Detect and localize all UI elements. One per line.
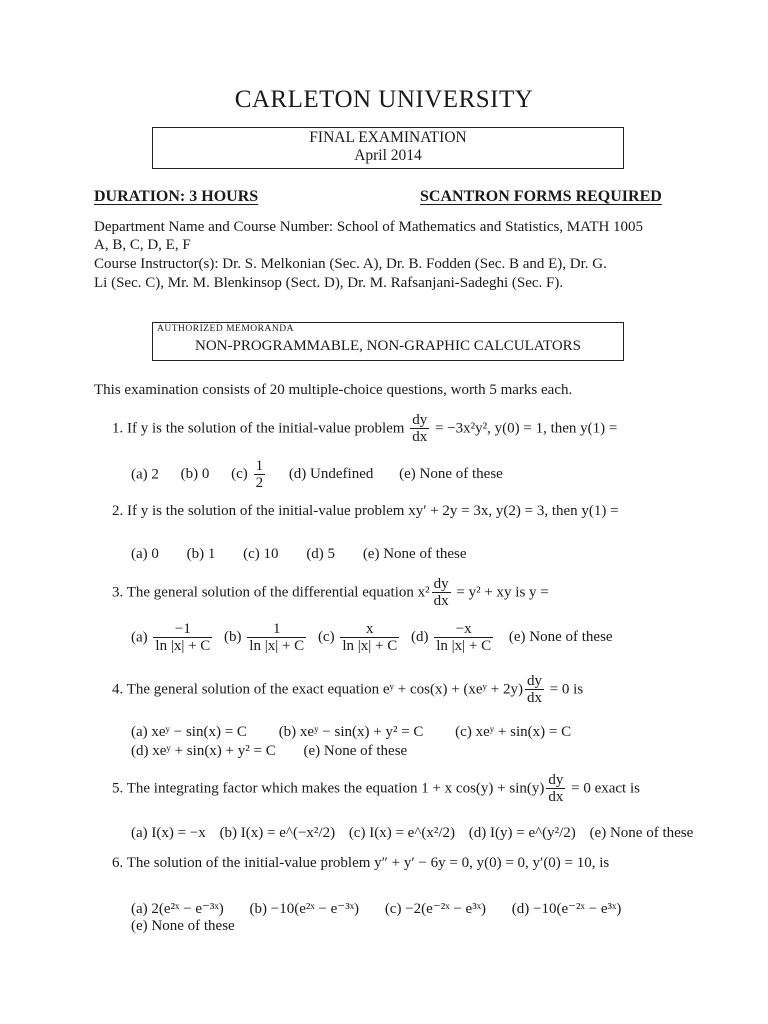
fraction-numerator: dy <box>433 576 449 592</box>
question-text: The integrating factor which makes the equation 1 + x cos(y) + sin(y) <box>126 780 545 797</box>
option-b: (b) −10(e²ˣ − e⁻³ˣ) <box>249 901 360 917</box>
university-title: CARLETON UNIVERSITY <box>234 86 534 113</box>
scantron-label: SCANTRON FORMS REQUIRED <box>420 188 662 205</box>
option-a: (a) 2(e²ˣ − e⁻³ˣ) <box>131 901 224 917</box>
fraction-denominator: ln |x| + C <box>249 638 305 654</box>
q4-options-row-2 <box>131 743 407 760</box>
option-e: (e) None of these <box>131 918 235 934</box>
fraction-denominator: dx <box>548 789 564 805</box>
q3-options <box>131 622 613 654</box>
option-d-fraction <box>434 622 493 654</box>
memoranda-text: NON-PROGRAMMABLE, NON-GRAPHIC CALCULATORS <box>194 338 581 354</box>
fraction-denominator: dx <box>412 429 428 445</box>
question-number: 3. <box>112 584 124 601</box>
memoranda-label: AUTHORIZED MEMORANDA <box>157 324 294 334</box>
question-text: If y is the solution of the initial-value problem <box>127 420 405 437</box>
question-tail: = 0 is <box>549 681 584 698</box>
option-e: (e) None of these <box>303 743 408 759</box>
question-text: The solution of the initial-value problem y″ + y′ − 6y = 0, y(0) = 0, y′(0) = 10, is <box>126 855 610 871</box>
exam-type: FINAL EXAMINATION <box>309 129 467 146</box>
question-text: The general solution of the exact equation eʸ + cos(x) + (xeʸ + 2y) <box>126 681 523 698</box>
duration-label: DURATION: 3 HOURS <box>94 188 259 205</box>
fraction-denominator: ln |x| + C <box>342 638 398 654</box>
option-e: (e) None of these <box>589 825 694 841</box>
q5-options <box>131 825 693 842</box>
exam-date: April 2014 <box>354 147 422 164</box>
question-tail: = −3x²y², y(0) = 1, then y(1) = <box>434 420 618 437</box>
fraction-numerator: dy <box>412 412 428 428</box>
option-b: (b) <box>224 629 242 646</box>
intro-text: This examination consists of 20 multiple-choice questions, worth 5 marks each. <box>94 382 573 398</box>
option-c-fraction <box>254 459 266 491</box>
option-c: (c) xeʸ + sin(x) = C <box>455 724 572 740</box>
fraction-denominator: 2 <box>255 475 264 491</box>
option-d: (d) −10(e⁻²ˣ − e³ˣ) <box>511 901 622 917</box>
fraction-dy-dx <box>432 577 451 609</box>
fraction-denominator: dx <box>526 690 542 706</box>
question-4 <box>112 674 583 706</box>
question-number: 5. <box>112 780 124 797</box>
q4-options-row-1 <box>131 724 571 741</box>
option-e: (e) None of these <box>362 546 467 562</box>
option-d: (d) I(y) = e^(y²/2) <box>468 825 576 841</box>
fraction-numerator: −x <box>455 621 472 637</box>
option-c: (c) 10 <box>243 546 279 562</box>
option-e: (e) None of these <box>399 466 503 483</box>
q6-options-row-2 <box>131 918 235 935</box>
fraction-numerator: 1 <box>255 458 264 474</box>
option-a: (a) 0 <box>131 546 159 562</box>
option-c: (c) I(x) = e^(x²/2) <box>348 825 456 841</box>
question-number: 6. <box>112 855 124 871</box>
option-b: (b) 1 <box>186 546 216 562</box>
option-d: (d) <box>410 629 429 646</box>
question-text: If y is the solution of the initial-value problem xy′ + 2y = 3x, y(2) = 3, then y(1) = <box>127 503 619 519</box>
fraction-dy-dx <box>410 413 429 445</box>
option-c: (c) <box>231 466 248 483</box>
option-a: (a) 2 <box>131 466 159 483</box>
option-b-fraction <box>247 622 306 654</box>
fraction-numerator: dy <box>526 673 542 689</box>
question-1 <box>112 413 617 445</box>
fraction-denominator: ln |x| + C <box>155 638 211 654</box>
question-number: 4. <box>112 681 124 698</box>
question-number: 2. <box>112 503 124 519</box>
option-b: (b) 0 <box>180 466 210 483</box>
question-number: 1. <box>112 420 124 437</box>
option-a: (a) xeʸ − sin(x) = C <box>131 724 247 740</box>
question-5 <box>112 773 640 805</box>
memoranda-box <box>152 322 624 361</box>
option-c-fraction <box>340 622 399 654</box>
fraction-numerator: −1 <box>174 621 191 637</box>
dept-line-2: A, B, C, D, E, F <box>94 237 191 253</box>
question-tail: = 0 exact is <box>571 780 640 797</box>
option-c: (c) −2(e⁻²ˣ − e³ˣ) <box>384 901 487 917</box>
exam-title-box <box>152 127 624 169</box>
option-d: (d) Undefined <box>288 466 374 483</box>
option-d: (d) 5 <box>306 546 336 562</box>
question-text: The general solution of the differential equation x² <box>126 584 430 601</box>
dept-line-1: Department Name and Course Number: School of Mathematics and Statistics, MATH 1005 <box>94 219 644 235</box>
fraction-dy-dx <box>546 773 565 805</box>
instructor-line-2: Li (Sec. C), Mr. M. Blenkinsop (Sect. D), Dr. M. Rafsanjani-Sadeghi (Sec. F). <box>94 275 564 291</box>
fraction-numerator: dy <box>548 772 564 788</box>
fraction-dy-dx <box>525 674 544 706</box>
option-c: (c) <box>317 629 335 646</box>
option-e: (e) None of these <box>508 629 613 646</box>
question-6 <box>112 855 609 872</box>
question-3 <box>112 577 549 609</box>
fraction-denominator: dx <box>433 593 449 609</box>
question-2 <box>112 503 619 520</box>
option-d: (d) xeʸ + sin(x) + y² = C <box>131 743 276 759</box>
option-a: (a) <box>131 629 148 646</box>
q6-options-row-1 <box>131 899 621 918</box>
q1-options <box>131 459 503 491</box>
fraction-numerator: x <box>366 621 374 637</box>
fraction-denominator: ln |x| + C <box>436 638 492 654</box>
fraction-numerator: 1 <box>272 621 281 637</box>
option-a: (a) I(x) = −x <box>131 825 206 841</box>
option-b: (b) xeʸ − sin(x) + y² = C <box>278 724 424 740</box>
q2-options <box>131 546 467 563</box>
option-b: (b) I(x) = e^(−x²/2) <box>219 825 336 841</box>
instructor-line-1: Course Instructor(s): Dr. S. Melkonian (Sec. A), Dr. B. Fodden (Sec. B and E), Dr. G. <box>94 256 607 272</box>
option-a-fraction <box>153 622 212 654</box>
question-tail: = y² + xy is y = <box>456 584 549 601</box>
